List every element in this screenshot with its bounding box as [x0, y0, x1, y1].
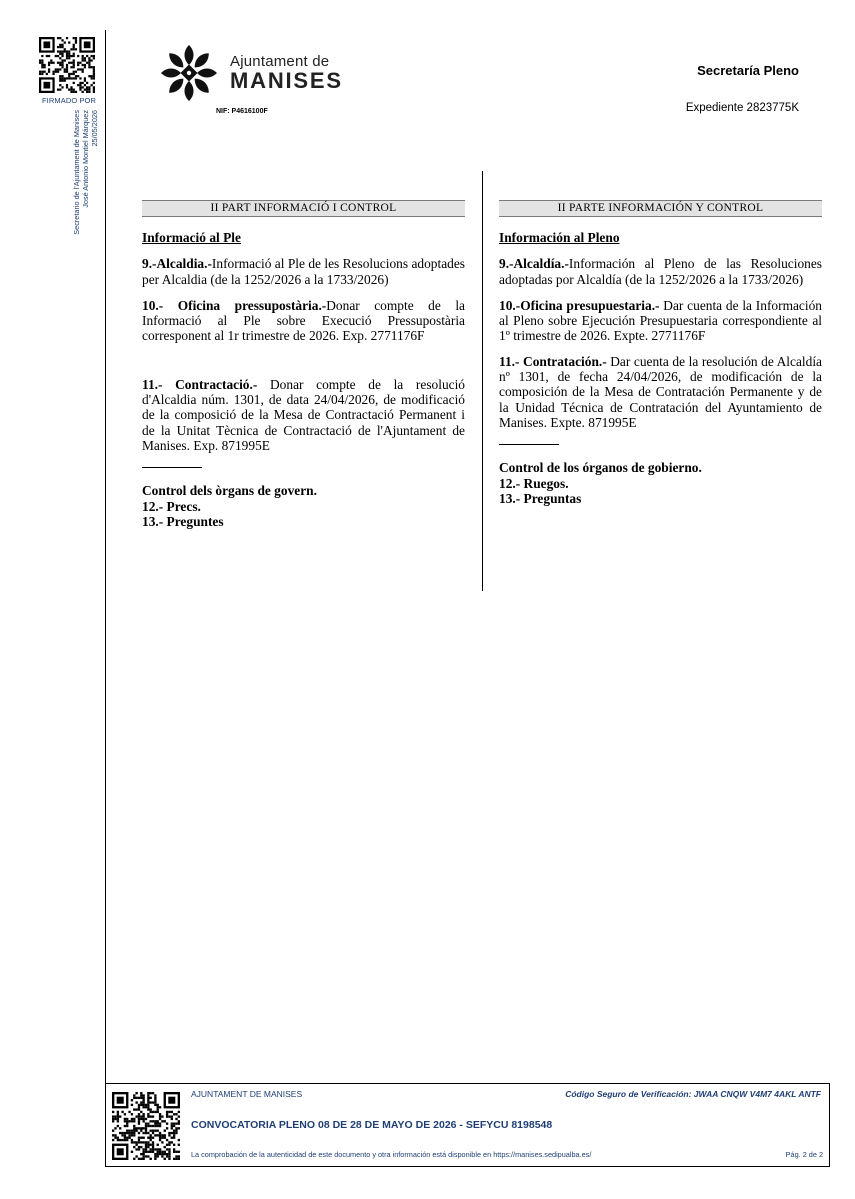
logo-line-2: MANISES — [230, 68, 343, 93]
item-text: Informació al Ple de les Resolucions adoptades per Alcaldia (de la 1252/2026 a la 1733/2026) — [142, 256, 465, 287]
agenda-item-13: 13.- Preguntes — [142, 513, 224, 529]
agenda-item-9 — [499, 256, 822, 287]
qr-code-verification — [112, 1092, 180, 1160]
control-heading: Control dels òrgans de govern. — [142, 483, 317, 499]
agenda-item-12: 12.- Ruegos. — [499, 475, 569, 491]
item-label: 11.- Contratación.- — [499, 353, 607, 369]
section-title: Secretaría Pleno — [697, 63, 799, 78]
session-title: CONVOCATORIA PLENO 08 DE 28 DE MAYO DE 2026 - SEFYCU 8198548 — [191, 1119, 553, 1131]
item-label: 10.-Oficina presupuestaria.- — [499, 297, 660, 313]
signer-block — [72, 110, 112, 260]
item-text: Donar compte de la Informació al Ple sobre Execució Pressupostària corresponent al 1r trimestre de 2026. Exp. 2771176F — [142, 297, 465, 344]
item-label: 9.-Alcaldía.- — [499, 256, 569, 272]
column-divider — [482, 171, 483, 591]
section-band: II PART INFORMACIÓ I CONTROL — [142, 200, 465, 217]
verification-code: Código Seguro de Verificación: JWAA CNQW V4M7 4AKL ANTF — [565, 1089, 821, 1099]
spanish-column — [499, 200, 822, 506]
section-band: II PARTE INFORMACIÓN Y CONTROL — [499, 200, 822, 217]
agenda-item-9 — [142, 256, 465, 287]
agenda-item-11 — [142, 377, 465, 453]
item-text: Dar cuenta de la Información al Pleno sobre Ejecución Presupuestaria correspondiente al 1º trimestre de 2026. Expte. 2771176F — [499, 297, 822, 344]
item-text: Donar compte de la resolució d'Alcaldia núm. 1301, de data 24/04/2026, de modificació de la composició de la Mesa de Contractació Permanent i de la Unitat Tècnica de Contractació de l'Ajuntament de Manises. Exp. 871995E — [142, 376, 465, 453]
subsection-title: Informació al Ple — [142, 230, 241, 245]
signature-date: 25/05/2026 — [90, 110, 99, 147]
agenda-item-13: 13.- Preguntas — [499, 490, 582, 506]
footer-right-rule — [829, 1083, 830, 1167]
item-label: 11.- Contractació.- — [142, 376, 258, 392]
signer-name: José Antonio Montiel Márquez — [81, 110, 90, 208]
file-number: Expediente 2823775K — [685, 102, 799, 114]
authenticity-note[interactable]: La comprobación de la autenticidad de este documento y otra información está disponible en https://manises.sedipualba.es/ — [191, 1150, 592, 1159]
valencian-column — [142, 200, 465, 529]
agenda-item-12: 12.- Precs. — [142, 498, 201, 514]
footer-organization: AJUNTAMENT DE MANISES — [191, 1089, 303, 1099]
control-heading: Control de los órganos de gobierno. — [499, 460, 702, 476]
nif: NIF: P4616100F — [216, 108, 268, 115]
subsection-title: Información al Pleno — [499, 230, 620, 245]
manises-logo-icon — [158, 42, 220, 104]
item-label: 9.-Alcaldia.- — [142, 256, 212, 272]
footer-top-rule — [105, 1083, 830, 1084]
separator-rule — [499, 444, 559, 445]
separator-rule — [142, 467, 202, 468]
item-text: Dar cuenta de la resolución de Alcaldía nº 1301, de fecha 24/04/2026, de modificación de la composición de la Mesa de Contratación Permanente y de la Unidad Técnica de Contratación del Ayuntamiento de Manises. Expte. 871995E — [499, 353, 822, 430]
qr-code-signature — [39, 37, 95, 93]
municipality-name — [230, 53, 343, 94]
margin-rule — [105, 30, 106, 1167]
logo-line-1: Ajuntament de — [230, 53, 330, 70]
signed-by-label: FIRMADO POR — [41, 96, 97, 105]
page-number: Pág. 2 de 2 — [785, 1150, 823, 1159]
item-text: Información al Pleno de las Resoluciones adoptadas por Alcaldía (de la 1252/2026 a la 1733/2026) — [499, 256, 822, 287]
signer-position: Secretario de l'Ajuntament de Manises — [72, 110, 81, 235]
item-label: 10.- Oficina pressupostària.- — [142, 297, 327, 313]
agenda-item-10 — [142, 298, 465, 344]
agenda-item-10 — [499, 298, 822, 344]
footer-bottom-rule — [105, 1166, 830, 1167]
agenda-item-11 — [499, 354, 822, 430]
